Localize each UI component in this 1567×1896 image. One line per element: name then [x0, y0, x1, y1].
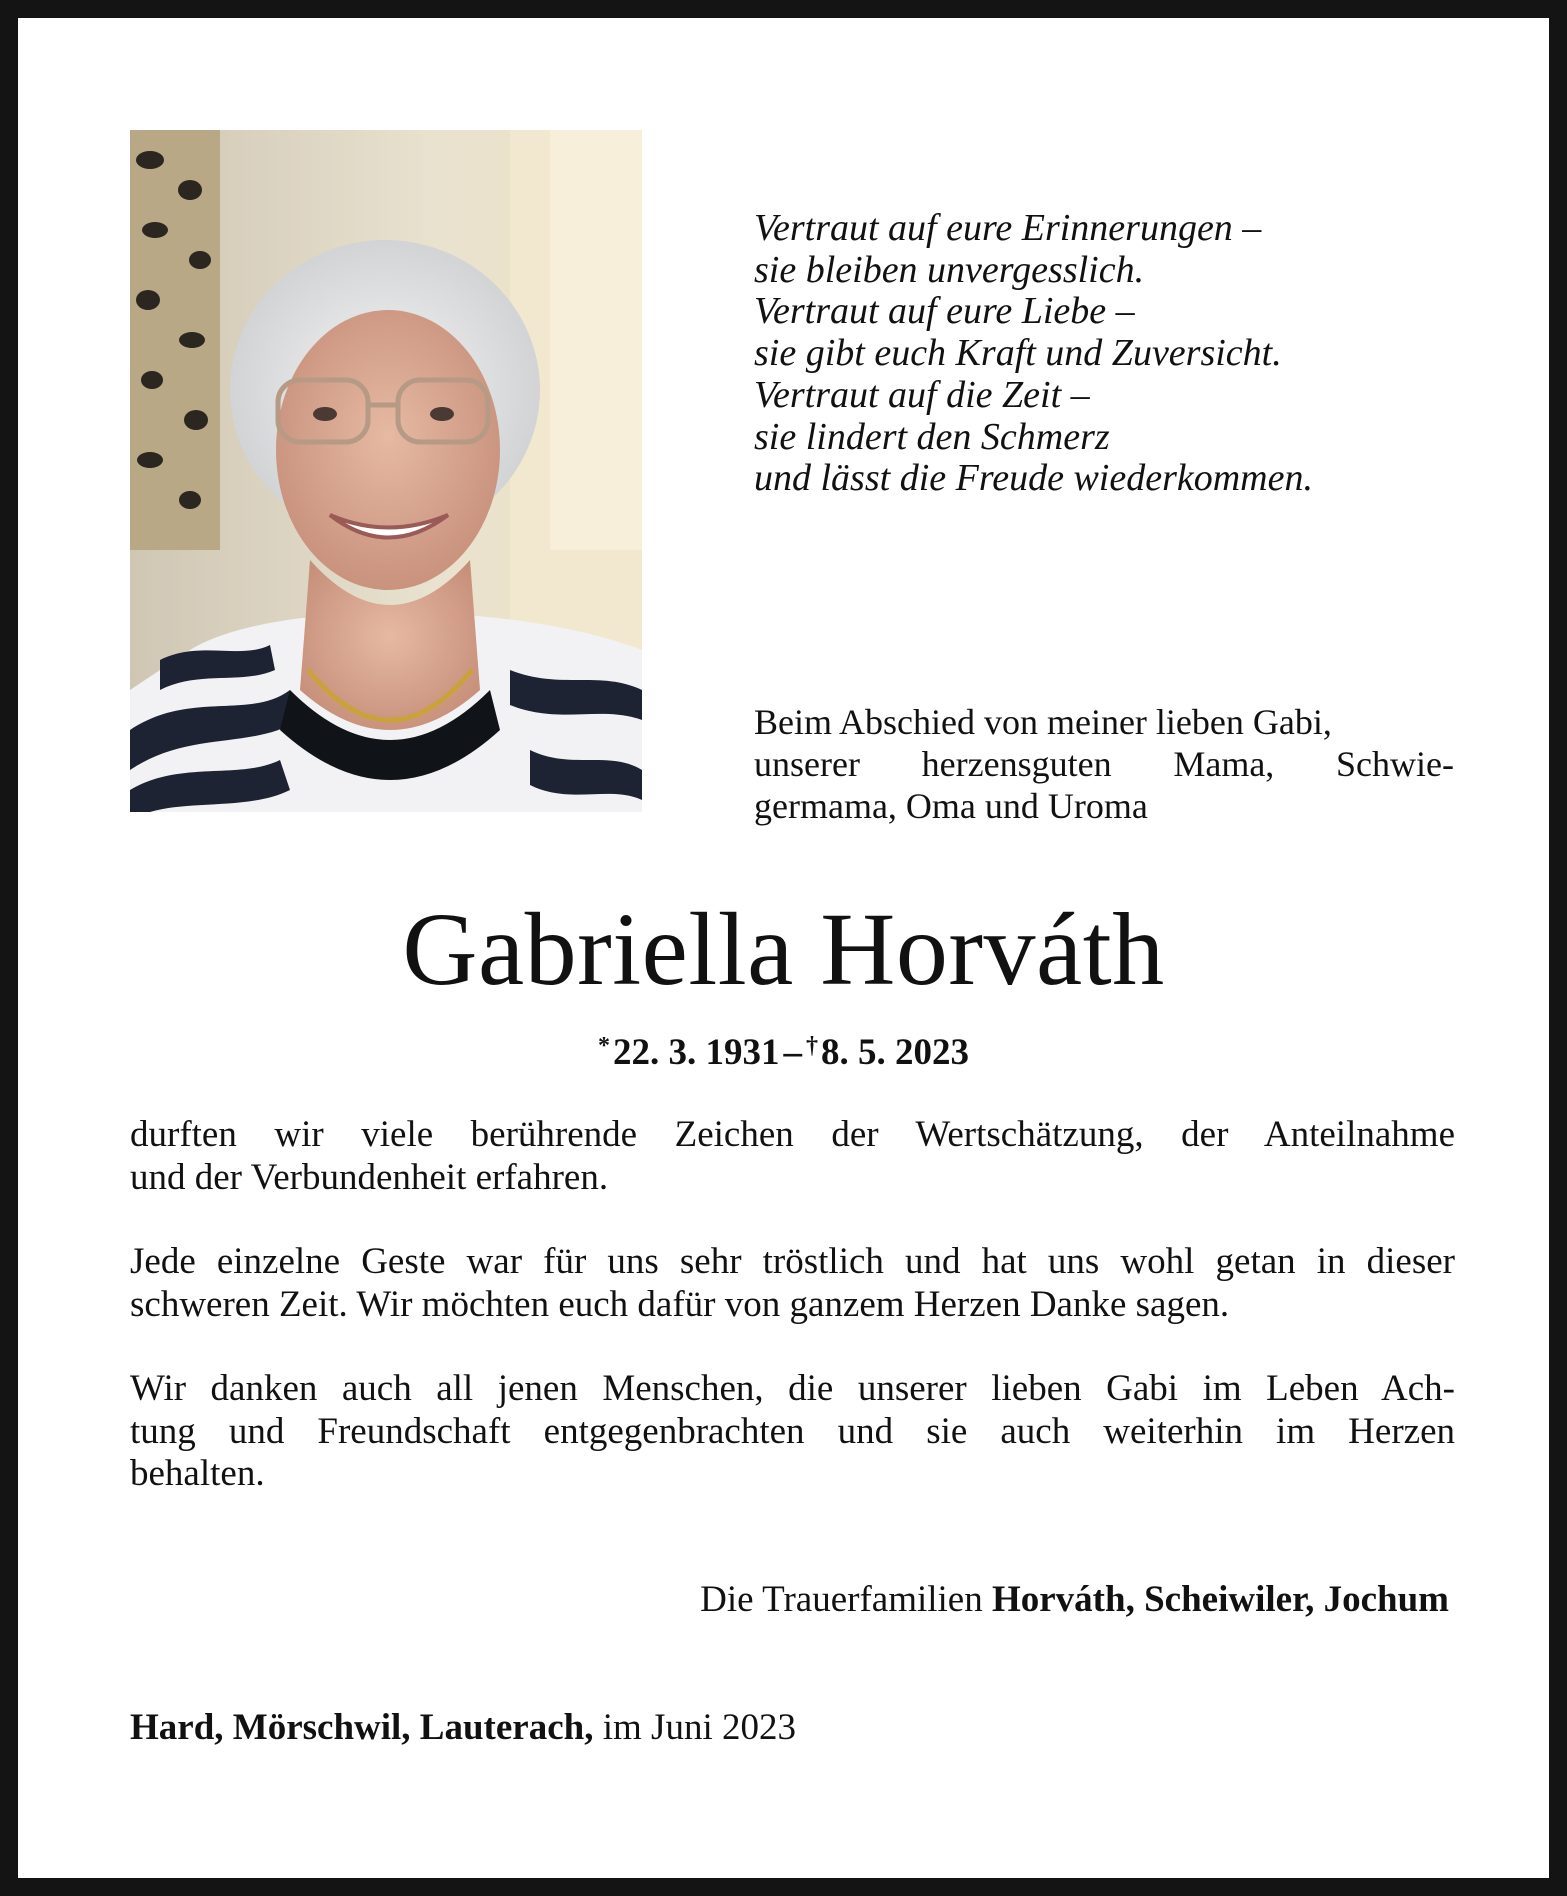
deceased-name: Gabriella Horváth — [402, 892, 1165, 1007]
place-and-date — [130, 1706, 1330, 1750]
poem-line: und lässt die Freude wiederkommen. — [754, 457, 1313, 500]
paragraph-line: und der Verbundenheit erfahren. — [130, 1156, 609, 1198]
paragraph-line: behalten. — [130, 1453, 265, 1494]
paragraph — [130, 1241, 1455, 1326]
thank-you-text — [130, 1114, 1455, 1538]
paragraph — [130, 1114, 1455, 1199]
intro-line: Beim Abschied von meiner lieben Gabi, — [754, 702, 1332, 742]
poem-line: Vertraut auf eure Liebe – — [754, 290, 1135, 333]
poem — [754, 208, 1474, 500]
family-signature — [18, 1578, 1449, 1622]
portrait-photo — [130, 130, 642, 812]
signature-prefix: Die Trauerfamilien — [700, 1579, 983, 1620]
poem-line: Vertraut auf eure Erinnerungen – — [754, 207, 1262, 249]
poem-line: sie lindert den Schmerz — [754, 415, 1110, 458]
paragraph-line: schweren Zeit. Wir möchten euch dafür von ganzem Herzen Danke sagen. — [130, 1283, 1230, 1325]
family-names: Horváth, Scheiwiler, Jochum — [991, 1579, 1449, 1620]
life-dates — [18, 1022, 1549, 1077]
poem-line: Vertraut auf die Zeit – — [754, 373, 1090, 416]
poem-line: sie bleiben unvergesslich. — [754, 248, 1145, 291]
poem-line: sie gibt euch Kraft und Zuversicht. — [754, 332, 1282, 375]
birth-date: 22. 3. 1931 — [613, 1032, 780, 1073]
intro-text — [754, 701, 1454, 827]
death-date: 8. 5. 2023 — [821, 1032, 969, 1073]
intro-line: germama, Oma und Uroma — [754, 786, 1148, 826]
paragraph-line: Jede einzelne Geste war für uns sehr tröstlich und hat uns wohl getan in dieser — [130, 1241, 1455, 1282]
notice-date: im Juni 2023 — [602, 1707, 796, 1748]
paragraph-line: Wir danken auch all jenen Menschen, die unserer lieben Gabi im Leben Ach- — [130, 1368, 1455, 1409]
places: Hard, Mörschwil, Lauterach, — [130, 1707, 594, 1748]
intro-line: unserer herzensguten Mama, Schwie- — [754, 744, 1454, 784]
paragraph-line: durften wir viele berührende Zeichen der Wertschätzung, der Anteilnahme — [130, 1114, 1455, 1155]
paragraph — [130, 1368, 1455, 1496]
leopard-pattern — [130, 130, 220, 550]
paragraph-line: tung und Freundschaft entgegenbrachten und sie auch weiterhin im Herzen — [130, 1410, 1455, 1452]
birth-symbol: * — [598, 1033, 610, 1059]
date-separator: – — [783, 1032, 802, 1073]
death-symbol: † — [806, 1033, 818, 1059]
